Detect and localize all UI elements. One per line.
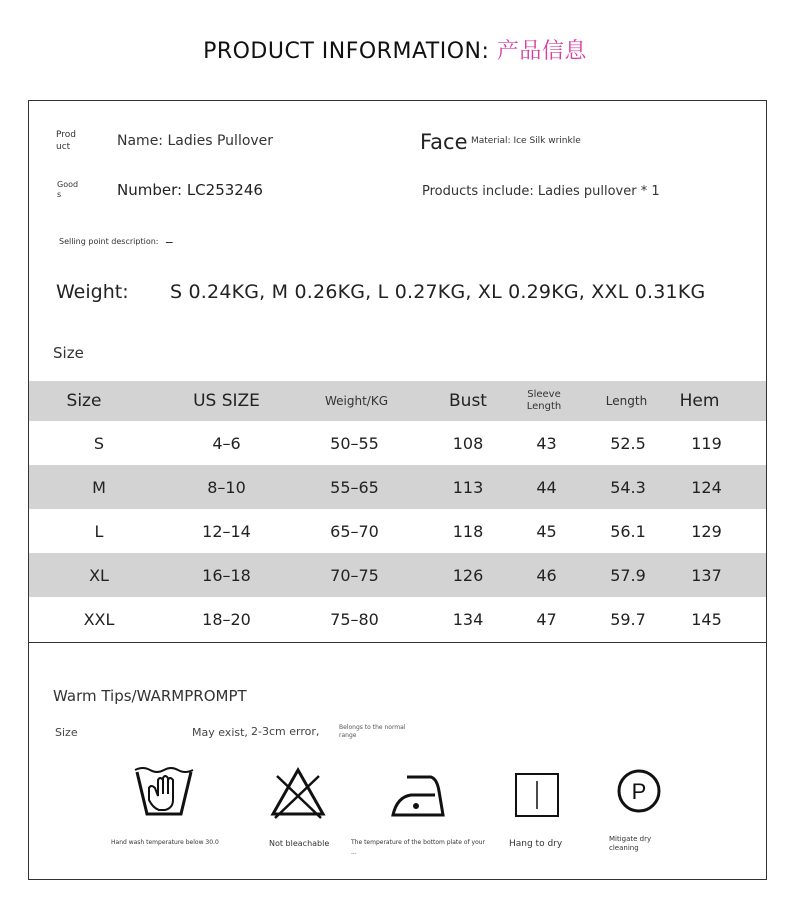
tips-may-exist: May exist, — [192, 726, 248, 739]
svg-text:P: P — [631, 779, 647, 804]
header-weight: Weight/KG — [324, 394, 389, 408]
cell-length: 56.1 — [610, 521, 646, 541]
table-row — [29, 553, 766, 597]
care-caption: Mitigate dry cleaning — [609, 835, 652, 852]
page-title — [0, 34, 790, 65]
product-sheet — [28, 100, 767, 880]
size-section-label: Size — [53, 344, 84, 362]
cell-length: 54.3 — [610, 477, 646, 497]
cell-sleeve: 45 — [536, 521, 557, 541]
goods-label: Good s — [57, 180, 79, 199]
dry-clean-p-icon — [615, 767, 663, 815]
header-bust: Bust — [449, 391, 487, 411]
cell-bust: 118 — [452, 521, 484, 541]
care-caption: The temperature of the bottom plate of your ... — [351, 839, 486, 856]
cell-weight: 75–80 — [330, 609, 379, 629]
title-cn: 产品信息 — [496, 39, 587, 64]
selling-point-value: _ — [166, 229, 173, 244]
no-bleach-icon — [269, 766, 327, 820]
care-caption: Hang to dry — [509, 839, 563, 849]
header-size: Size — [66, 391, 102, 411]
cell-us-size: 8–10 — [207, 477, 246, 497]
header-hem: Hem — [679, 391, 720, 411]
products-include: Products include: Ladies pullover * 1 — [422, 184, 660, 199]
title-en: PRODUCT INFORMATION: — [203, 39, 497, 64]
cell-size: S — [93, 433, 105, 453]
cell-us-size: 12–14 — [202, 521, 251, 541]
selling-point-label: Selling point description: — [59, 237, 159, 246]
cell-bust: 126 — [452, 565, 484, 585]
product-label: Prod uct — [56, 130, 76, 152]
cell-size: L — [94, 521, 104, 541]
cell-weight: 55–65 — [330, 477, 379, 497]
table-row — [29, 465, 766, 509]
cell-sleeve: 43 — [536, 433, 557, 453]
warm-tips-title: Warm Tips/WARMPROMPT — [53, 687, 247, 705]
weight-label: Weight: — [56, 281, 129, 303]
table-row — [29, 597, 766, 641]
hang-dry-icon — [513, 771, 561, 819]
product-name: Name: Ladies Pullover — [117, 133, 274, 149]
goods-number: Number: LC253246 — [117, 181, 263, 199]
cell-bust: 113 — [452, 477, 484, 497]
tips-error: 2-3cm error, — [251, 725, 320, 738]
weight-values: S 0.24KG, M 0.26KG, L 0.27KG, XL 0.29KG, XXL 0.31KG — [170, 281, 706, 303]
header-sleeve-length: Sleeve Length — [526, 389, 562, 412]
material: Material: Ice Silk wrinkle — [471, 136, 581, 146]
tips-normal-range: Belongs to the normal range — [339, 724, 406, 739]
cell-hem: 124 — [691, 477, 722, 497]
cell-sleeve: 46 — [536, 565, 557, 585]
cell-length: 52.5 — [610, 433, 646, 453]
cell-weight: 50–55 — [330, 433, 379, 453]
cell-hem: 119 — [691, 433, 722, 453]
cell-hem: 137 — [691, 565, 722, 585]
header-length: Length — [605, 394, 648, 408]
cell-bust: 108 — [452, 433, 484, 453]
cell-hem: 145 — [691, 609, 722, 629]
cell-size: XL — [89, 565, 109, 585]
tips-size-label: Size — [55, 726, 78, 739]
face-label: Face — [420, 130, 468, 154]
cell-us-size: 18–20 — [202, 609, 251, 629]
care-caption: Hand wash temperature below 30.0 — [111, 839, 219, 846]
cell-sleeve: 47 — [536, 609, 557, 629]
cell-sleeve: 44 — [536, 477, 557, 497]
cell-size: M — [92, 477, 106, 497]
cell-size: XXL — [83, 609, 115, 629]
cell-weight: 65–70 — [330, 521, 379, 541]
cell-hem: 129 — [691, 521, 722, 541]
cell-length: 59.7 — [610, 609, 646, 629]
hand-wash-icon — [133, 766, 195, 820]
cell-length: 57.9 — [610, 565, 646, 585]
cell-weight: 70–75 — [330, 565, 379, 585]
iron-low-icon — [391, 771, 445, 821]
table-header-row — [29, 381, 766, 421]
header-us-size: US SIZE — [193, 391, 260, 411]
table-row — [29, 421, 766, 465]
section-divider — [29, 642, 766, 643]
cell-bust: 134 — [452, 609, 484, 629]
cell-us-size: 4–6 — [212, 433, 241, 453]
care-caption: Not bleachable — [269, 839, 330, 848]
size-table — [29, 381, 766, 641]
cell-us-size: 16–18 — [202, 565, 251, 585]
table-row — [29, 509, 766, 553]
